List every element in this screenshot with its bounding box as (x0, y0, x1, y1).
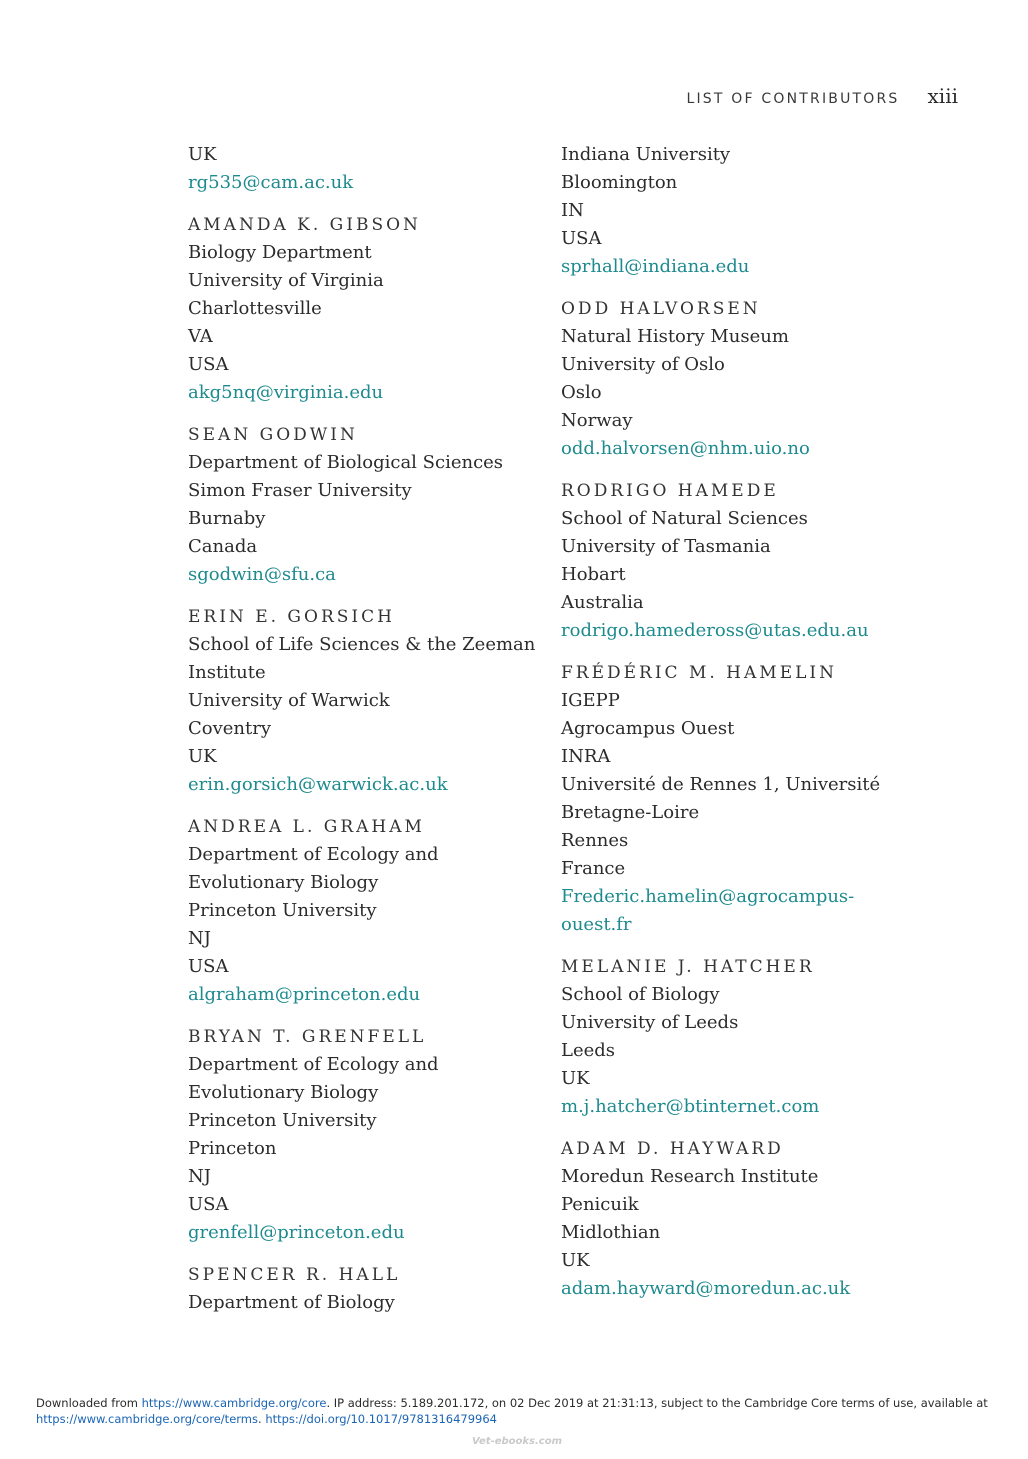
right-column (561, 141, 921, 1317)
affiliation-line: School of Natural Sciences (561, 508, 808, 529)
affiliation-line: UK (561, 1250, 590, 1271)
running-header (686, 84, 958, 108)
affiliation-line: Midlothian (561, 1222, 661, 1243)
left-column (188, 141, 548, 1331)
affiliation-line: Department of Ecology and (188, 844, 439, 865)
contributor-entry (561, 953, 921, 1121)
affiliation-line: USA (188, 354, 229, 375)
contributor-entry (188, 813, 548, 1009)
contributor-name: BRYAN T. GRENFELL (188, 1027, 427, 1047)
affiliation-line: Oslo (561, 382, 602, 403)
contributor-email[interactable]: odd.halvorsen@nhm.uio.no (561, 438, 810, 459)
affiliation-line: Princeton University (188, 1110, 377, 1131)
affiliation-line: Penicuik (561, 1194, 639, 1215)
affiliation-line: University of Virginia (188, 270, 384, 291)
affiliation-line: Moredun Research Institute (561, 1166, 819, 1187)
cambridge-core-link[interactable]: https://www.cambridge.org/core (141, 1396, 327, 1410)
affiliation-line: Natural History Museum (561, 326, 789, 347)
contributor-entry (561, 477, 921, 645)
affiliation-line: Burnaby (188, 508, 266, 529)
affiliation-line: UK (188, 746, 217, 767)
contributor-entry (561, 295, 921, 463)
contributor-name: SEAN GODWIN (188, 425, 358, 445)
contributor-entry (188, 1261, 548, 1317)
affiliation-line: USA (188, 956, 229, 977)
affiliation-line: School of Biology (561, 984, 720, 1005)
contributor-name: AMANDA K. GIBSON (188, 215, 421, 235)
footer-text: Downloaded from (36, 1396, 142, 1410)
contributor-entry (561, 141, 921, 281)
watermark-logo: Vet-ebooks.com (472, 1436, 563, 1447)
affiliation-line: IGEPP (561, 690, 620, 711)
contributor-email[interactable]: akg5nq@virginia.edu (188, 382, 384, 403)
contributor-email[interactable]: ouest.fr (561, 914, 632, 935)
affiliation-line: UK (188, 144, 217, 165)
contributor-entry (561, 659, 921, 939)
affiliation-line: Norway (561, 410, 633, 431)
contributor-entry (561, 1135, 921, 1303)
affiliation-line: Leeds (561, 1040, 616, 1061)
footer-text: . (258, 1412, 266, 1426)
footer-text: . IP address: 5.189.201.172, on 02 Dec 2019 at 21:31:13, subject to the Cambridge Core terms of use, available at (326, 1396, 988, 1410)
affiliation-line: VA (188, 326, 213, 347)
contributor-entry (188, 141, 548, 197)
contributor-name: ERIN E. GORSICH (188, 607, 395, 627)
affiliation-line: Université de Rennes 1, Université (561, 774, 881, 795)
affiliation-line: Department of Biology (188, 1292, 395, 1313)
affiliation-line: Princeton University (188, 900, 377, 921)
affiliation-line: Australia (561, 592, 644, 613)
contributor-email[interactable]: Frederic.hamelin@agrocampus- (561, 886, 855, 907)
affiliation-line: University of Oslo (561, 354, 725, 375)
affiliation-line: USA (188, 1194, 229, 1215)
contributor-email[interactable]: algraham@princeton.edu (188, 984, 421, 1005)
affiliation-line: Biology Department (188, 242, 372, 263)
affiliation-line: University of Leeds (561, 1012, 739, 1033)
contributor-email[interactable]: m.j.hatcher@btinternet.com (561, 1096, 820, 1117)
affiliation-line: Institute (188, 662, 266, 683)
contributor-email[interactable]: rodrigo.hamedeross@utas.edu.au (561, 620, 869, 641)
contributor-name: ADAM D. HAYWARD (561, 1139, 784, 1159)
contributor-email[interactable]: adam.hayward@moredun.ac.uk (561, 1278, 851, 1299)
affiliation-line: School of Life Sciences & the Zeeman (188, 634, 536, 655)
affiliation-line: Charlottesville (188, 298, 322, 319)
contributor-entry (188, 211, 548, 407)
contributor-name: RODRIGO HAMEDE (561, 481, 779, 501)
terms-link[interactable]: https://www.cambridge.org/core/terms (36, 1412, 258, 1426)
contributor-name: SPENCER R. HALL (188, 1265, 401, 1285)
affiliation-line: UK (561, 1068, 590, 1089)
contributor-name: FRÉDÉRIC M. HAMELIN (561, 663, 837, 683)
contributor-name: MELANIE J. HATCHER (561, 957, 815, 977)
affiliation-line: Indiana University (561, 144, 731, 165)
affiliation-line: IN (561, 200, 584, 221)
running-head-title: LIST OF CONTRIBUTORS (686, 91, 900, 107)
affiliation-line: Evolutionary Biology (188, 872, 379, 893)
affiliation-line: Bloomington (561, 172, 678, 193)
affiliation-line: Agrocampus Ouest (561, 718, 735, 739)
contributor-name: ANDREA L. GRAHAM (188, 817, 425, 837)
affiliation-line: Bretagne-Loire (561, 802, 700, 823)
contributor-email[interactable]: erin.gorsich@warwick.ac.uk (188, 774, 448, 795)
affiliation-line: Simon Fraser University (188, 480, 412, 501)
contributor-email[interactable]: sprhall@indiana.edu (561, 256, 750, 277)
affiliation-line: NJ (188, 928, 211, 949)
contributor-entry (188, 1023, 548, 1247)
affiliation-line: Princeton (188, 1138, 277, 1159)
affiliation-line: Canada (188, 536, 258, 557)
download-footer (36, 1395, 1006, 1427)
affiliation-line: Department of Biological Sciences (188, 452, 504, 473)
affiliation-line: INRA (561, 746, 611, 767)
affiliation-line: Rennes (561, 830, 629, 851)
affiliation-line: Coventry (188, 718, 272, 739)
affiliation-line: Evolutionary Biology (188, 1082, 379, 1103)
affiliation-line: USA (561, 228, 602, 249)
affiliation-line: University of Warwick (188, 690, 390, 711)
page-number: xiii (927, 84, 958, 108)
affiliation-line: France (561, 858, 626, 879)
contributor-name: ODD HALVORSEN (561, 299, 761, 319)
affiliation-line: Department of Ecology and (188, 1054, 439, 1075)
contributor-email[interactable]: sgodwin@sfu.ca (188, 564, 336, 585)
affiliation-line: Hobart (561, 564, 626, 585)
contributor-entry (188, 603, 548, 799)
contributor-email[interactable]: rg535@cam.ac.uk (188, 172, 354, 193)
affiliation-line: University of Tasmania (561, 536, 771, 557)
doi-link[interactable]: https://doi.org/10.1017/9781316479964 (265, 1412, 498, 1426)
contributor-email[interactable]: grenfell@princeton.edu (188, 1222, 405, 1243)
contributor-entry (188, 421, 548, 589)
affiliation-line: NJ (188, 1166, 211, 1187)
